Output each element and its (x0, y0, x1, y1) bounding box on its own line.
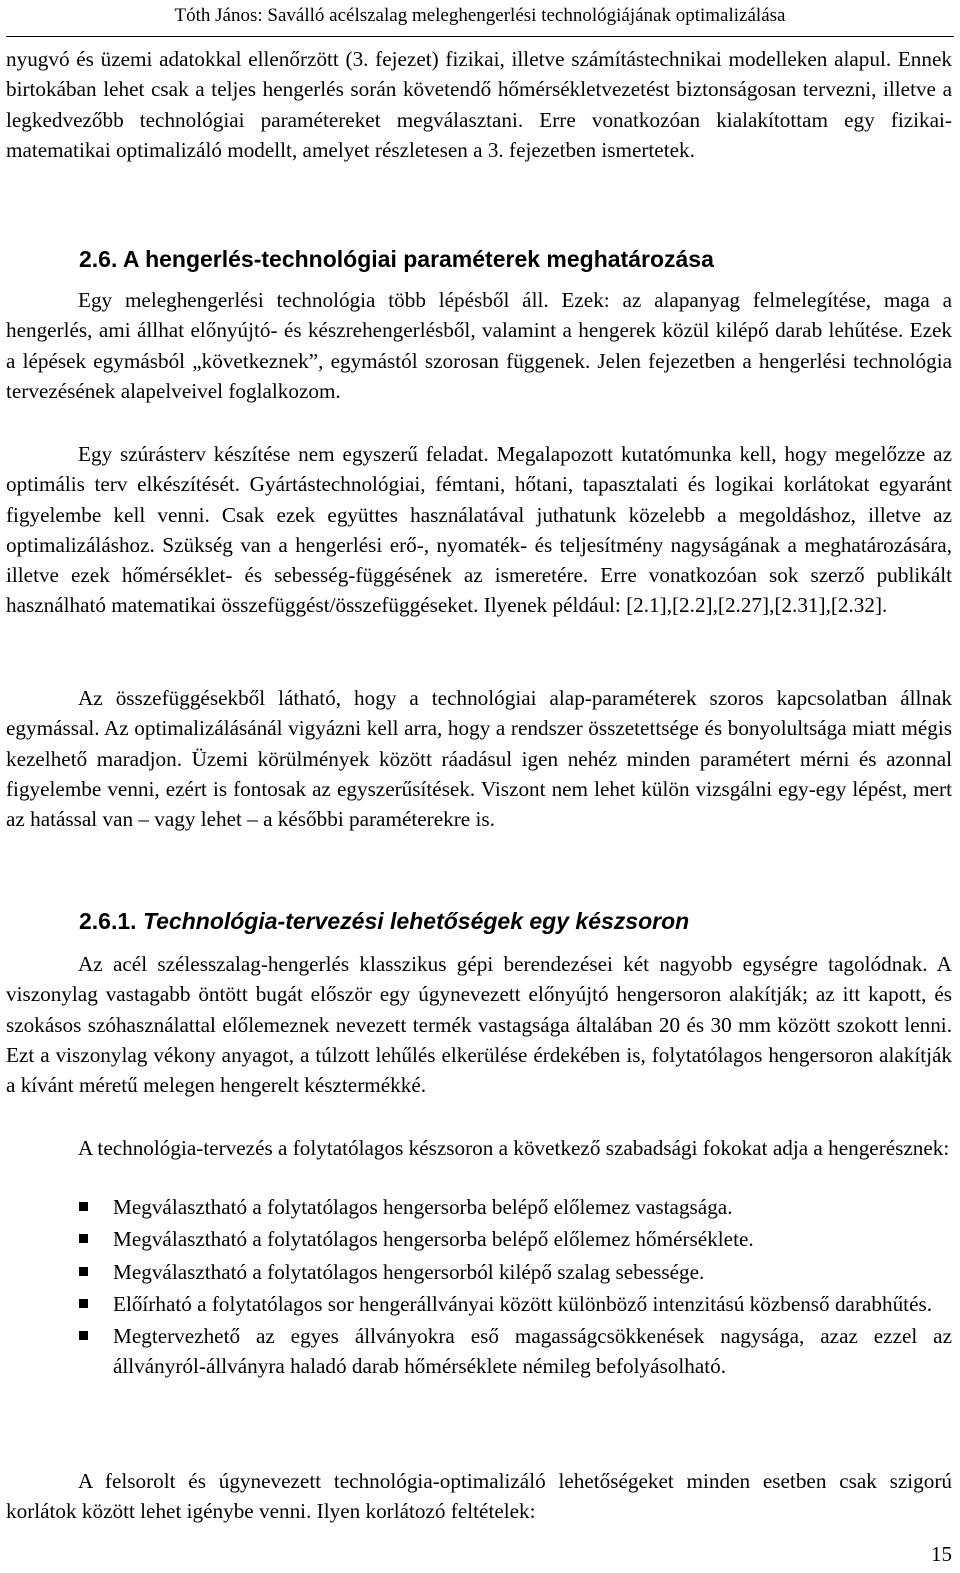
running-header: Tóth János: Saválló acélszalag meleghengerlési technológiájának optimalizálása (174, 5, 786, 26)
subsection-heading (79, 906, 689, 936)
list-item (6, 1192, 952, 1222)
header-rule (6, 36, 954, 37)
list-item-text: Megtervezhető az egyes állványokra eső magasságcsökkenések nagysága, azaz ezzel az állványról-állványra haladó darab hőmérséklete némileg befolyásolható. (113, 1324, 952, 1379)
page-number: 15 (931, 1542, 952, 1566)
subsection-paragraph: Az acél szélesszalag-hengerlés klasszikus gépi berendezései két nagyobb egységre tagolódnak. A viszonylag vastagabb öntött bugát először egy úgynevezett előnyújtó hengersoron alakítják; az itt kapott, és szokásos szóhasználattal előlemeznek nevezett termék vastagsága általában 20 és 30 mm között szokott lenni. Ezt a viszonylag vékony anyagot, a túlzott lehűlés elkerülése érdekében is, folytatólagos hengersoron alakítják a kívánt méretű melegen hengerelt késztermékké. (6, 952, 952, 1098)
subsection-number: 2.6.1. (79, 908, 137, 934)
section-paragraph: Az összefüggésekből látható, hogy a technológiai alap-paraméterek szoros kapcsolatban állnak egymással. Az optimalizálásánál vigyázni kell arra, hogy a rendszer összetettsége és bonyolultsága miatt mégis kezelhető maradjon. Üzemi körülmények között ráadásul igen nehéz minden paramétert mérni és azonnal figyelembe venni, ezért is fontosak az egyszerűsítések. Viszont nem lehet külön vizsgálni egy-egy lépést, mert az hatással van – vagy lehet – a későbbi paraméterekre is. (6, 686, 952, 832)
list-item (6, 1224, 952, 1254)
section-number: 2.6. (79, 246, 118, 272)
bullet-list (6, 1192, 952, 1384)
list-item (6, 1289, 952, 1319)
list-item-text: Megválasztható a folytatólagos hengersorba belépő előlemez hőmérséklete. (113, 1227, 754, 1252)
list-item-text: Előírható a folytatólagos sor hengerállványai között különböző intenzitású közbenső darabhűtés. (113, 1291, 933, 1316)
subsection-paragraph: A technológia-tervezés a folytatólagos készsoron a következő szabadsági fokokat adja a hengerésznek: (78, 1136, 950, 1160)
square-bullet-icon (79, 1202, 88, 1211)
section-title: A hengerlés-technológiai paraméterek meghatározása (122, 246, 714, 272)
subsection-title: Technológia-tervezési lehetőségek egy készsoron (142, 908, 690, 934)
square-bullet-icon (79, 1234, 88, 1243)
square-bullet-icon (79, 1267, 88, 1276)
section-heading (79, 244, 714, 274)
square-bullet-icon (79, 1331, 88, 1340)
closing-paragraph: A felsorolt és úgynevezett technológia-optimalizáló lehetőségeket minden esetben csak szigorú korlátok között lehet igénybe venni. Ilyen korlátozó feltételek: (6, 1469, 952, 1524)
list-item (6, 1321, 952, 1382)
section-paragraph: Egy meleghengerlési technológia több lépésből áll. Ezek: az alapanyag felmelegítése, maga a hengerlés, ami állhat előnyújtó- és készrehengerlésből, valamint a hengerek közül kilépő darab lehűtése. Ezek a lépések egymásból „következnek”, egymástól szorosan függenek. Jelen fejezetben a hengerlési technológia tervezésének alapelveivel foglalkozom. (6, 288, 952, 403)
list-item (6, 1257, 952, 1287)
section-paragraph: Egy szúrásterv készítése nem egyszerű feladat. Megalapozott kutatómunka kell, hogy megelőzze az optimális terv elkészítését. Gyártástechnológiai, fémtani, hőtani, tapasztalati és logikai korlátokat egyaránt figyelembe kell venni. Csak ezek együttes használatával juthatunk közelebb a megoldáshoz, illetve az optimalizáláshoz. Szükség van a hengerlési erő-, nyomaték- és teljesítmény nagyságának a meghatározására, illetve ezek hőmérséklet- és sebesség-függésének az ismeretére. Erre vonatkozóan sok szerző publikált használható matematikai összefüggést/összefüggéseket. Ilyenek például: [2.1],[2.2],[2.27],[2.31],[2.32]. (6, 442, 952, 618)
square-bullet-icon (79, 1299, 88, 1308)
list-item-text: Megválasztható a folytatólagos hengersorból kilépő szalag sebessége. (113, 1259, 705, 1284)
list-item-text: Megválasztható a folytatólagos hengersorba belépő előlemez vastagsága. (113, 1195, 733, 1219)
intro-paragraph: nyugvó és üzemi adatokkal ellenőrzött (3. fejezet) fizikai, illetve számítástechnikai modelleken alapul. Ennek birtokában lehet csak a teljes hengerlés során követendő hőmérsékletvezetést biztonságosan tervezni, illetve a legkedvezőbb technológiai paramétereket megválasztani. Erre vonatkozóan kialakítottam egy fizikai-matematikai optimalizáló modellt, amelyet részletesen a 3. fejezetben ismertetek. (6, 47, 952, 162)
